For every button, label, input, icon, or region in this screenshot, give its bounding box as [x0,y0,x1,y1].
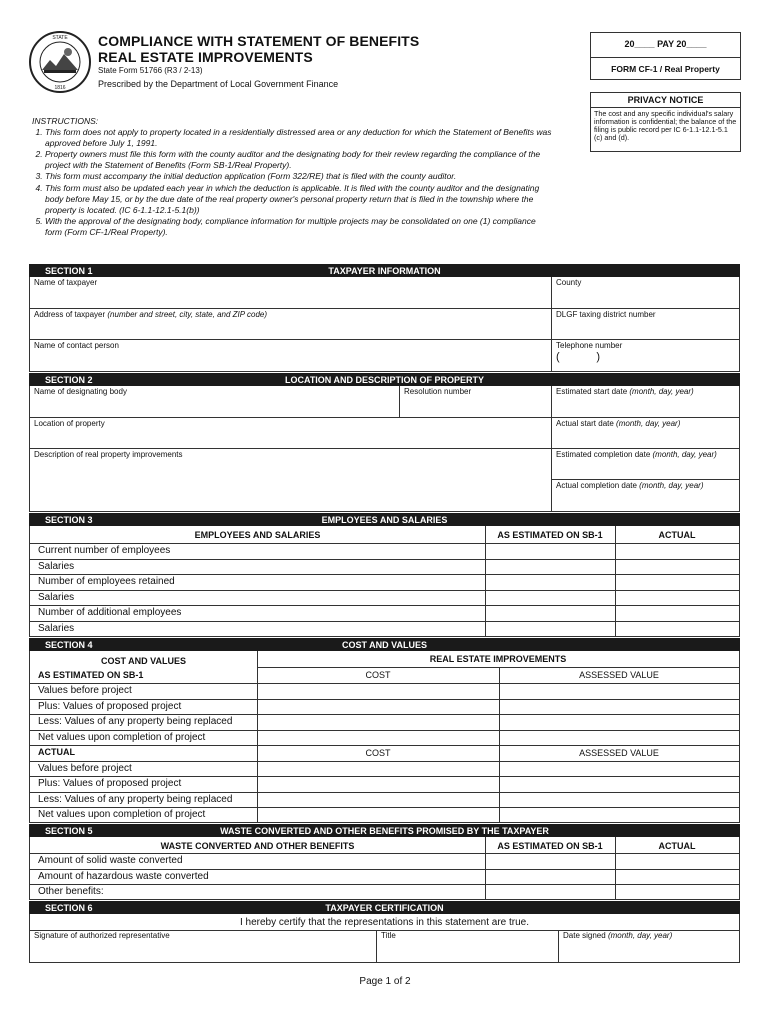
section-2-header: SECTION 2 LOCATION AND DESCRIPTION OF PROPERTY [29,373,740,386]
improvements-description-field[interactable]: Description of real property improvements [30,449,552,511]
form-title: COMPLIANCE WITH STATEMENT OF BENEFITS REAL ESTATE IMPROVEMENTS [98,33,420,65]
table-row-label: Less: Values of any property being replaced [38,794,233,805]
table-row-label: Salaries [38,623,75,634]
section-1-grid [29,277,740,372]
table-row-label: Net values upon completion of project [38,809,206,820]
table-row-label: Amount of hazardous waste converted [38,871,209,882]
prescribed-by: Prescribed by the Department of Local Government Finance [98,79,339,89]
assessed-value-header: ASSESSED VALUE [579,670,659,680]
estimated-group-label: AS ESTIMATED ON SB-1 [38,670,144,680]
section-3-table [29,526,740,637]
section-4-table [29,651,740,823]
pay-year[interactable]: 20____ PAY 20____ [624,39,707,49]
privacy-notice [590,92,741,152]
col-header: AS ESTIMATED ON SB-1 [497,530,603,540]
estimated-completion-date-field[interactable]: Estimated completion date (month, day, year) [552,449,739,480]
instruction-item: 5. With the approval of the designating body, compliance information for multiple projects may be consolidated on one (1) compliance form (Form CF-1/Real Property). [45,216,552,238]
property-location-field[interactable]: Location of property [30,418,552,449]
table-row-label: Number of additional employees [38,607,182,618]
instructions-heading: INSTRUCTIONS: [32,116,99,126]
instructions [32,116,552,238]
instruction-item: 4. This form must also be updated each year in which the deduction is applicable. It is filed with the county auditor and the designating body before May 15, or by the due date of the real property owner's personal property return that is filed in the township where the property is located. (IC 6-1.1-12.1-5.1(b)) [45,183,552,216]
table-row-label: Other benefits: [38,886,104,897]
section-1-header: SECTION 1 TAXPAYER INFORMATION [29,264,740,277]
actual-group-label: ACTUAL [38,747,75,757]
form-id-box [590,32,741,80]
col-header: REAL ESTATE IMPROVEMENTS [429,654,567,664]
table-row-label: Number of employees retained [38,576,175,587]
cost-header: COST [365,748,391,758]
section-2-grid [29,386,740,512]
designating-body-field[interactable]: Name of designating body [30,386,400,418]
form-number: State Form 51766 (R3 / 2-13) [98,66,203,75]
table-row-label: Amount of solid waste converted [38,855,183,866]
col-header: ACTUAL [658,530,696,540]
col-header: AS ESTIMATED ON SB-1 [497,841,603,851]
estimated-start-date-field[interactable]: Estimated start date (month, day, year) [552,386,739,418]
section-5-table [29,837,740,900]
col-header: WASTE CONVERTED AND OTHER BENEFITS [160,841,355,851]
svg-text:1816: 1816 [54,85,66,91]
privacy-title: PRIVACY NOTICE [591,93,740,108]
contact-person-field[interactable]: Name of contact person [30,340,552,371]
instruction-item: 1. This form does not apply to property located in a residentially distressed area or any deduction for which the Statement of Benefits was approved before July 1, 1991. [45,127,552,149]
taxpayer-name-field[interactable]: Name of taxpayer [30,277,552,309]
instruction-item: 2. Property owners must file this form with the county auditor and the designating body for their review regarding the compliance of the project with the Statement of Benefits (Form SB-1/Real Property). [45,149,552,171]
dlgf-district-field[interactable]: DLGF taxing district number [552,309,739,340]
table-row-label: Plus: Values of proposed project [38,701,182,712]
svg-text:STATE: STATE [52,35,68,41]
actual-start-date-field[interactable]: Actual start date (month, day, year) [552,418,739,449]
state-seal-logo [28,30,92,94]
signature-field[interactable]: Signature of authorized representative [30,930,377,962]
taxpayer-address-field[interactable]: Address of taxpayer (number and street, city, state, and ZIP code) [30,309,552,340]
page-number: Page 1 of 2 [359,976,411,987]
section-4-header: SECTION 4 COST AND VALUES [29,638,740,651]
col-header: EMPLOYEES AND SALARIES [194,530,321,540]
col-header: ACTUAL [658,841,696,851]
form-id: FORM CF-1 / Real Property [611,64,720,74]
table-row-label: Values before project [38,685,132,696]
assessed-value-header: ASSESSED VALUE [579,748,659,758]
table-row-label: Net values upon completion of project [38,732,206,743]
cost-header: COST [365,670,391,680]
table-row-label: Less: Values of any property being replaced [38,716,233,727]
table-row-label: Plus: Values of proposed project [38,778,182,789]
col-header: COST AND VALUES [100,656,186,666]
actual-completion-date-field[interactable]: Actual completion date (month, day, year) [556,481,704,490]
county-field[interactable]: County [552,277,739,309]
section-3-header: SECTION 3 EMPLOYEES AND SALARIES [29,513,740,526]
section-5-header: SECTION 5 WASTE CONVERTED AND OTHER BENEFITS PROMISED BY THE TAXPAYER [29,824,740,837]
telephone-field[interactable]: Telephone number ( ) [556,341,623,363]
table-row-label: Current number of employees [38,545,171,556]
section-6-header: SECTION 6 TAXPAYER CERTIFICATION [29,901,740,914]
privacy-text: The cost and any specific individual's salary information is confidential; the balance of the filing is public record per IC 6-1.1-12.1-5.1 (c) and (d). [594,109,737,142]
resolution-number-field[interactable]: Resolution number [400,386,552,418]
table-row-label: Salaries [38,561,75,572]
section-6-grid [29,914,740,963]
table-row-label: Salaries [38,592,75,603]
certification-statement: I hereby certify that the representations in this statement are true. [239,917,530,928]
table-row-label: Values before project [38,763,132,774]
date-signed-field[interactable]: Date signed (month, day, year) [563,931,673,940]
instruction-item: 3. This form must accompany the initial deduction application (Form 322/RE) that is filed with the county auditor. [45,171,552,182]
title-field[interactable]: Title [377,930,559,962]
